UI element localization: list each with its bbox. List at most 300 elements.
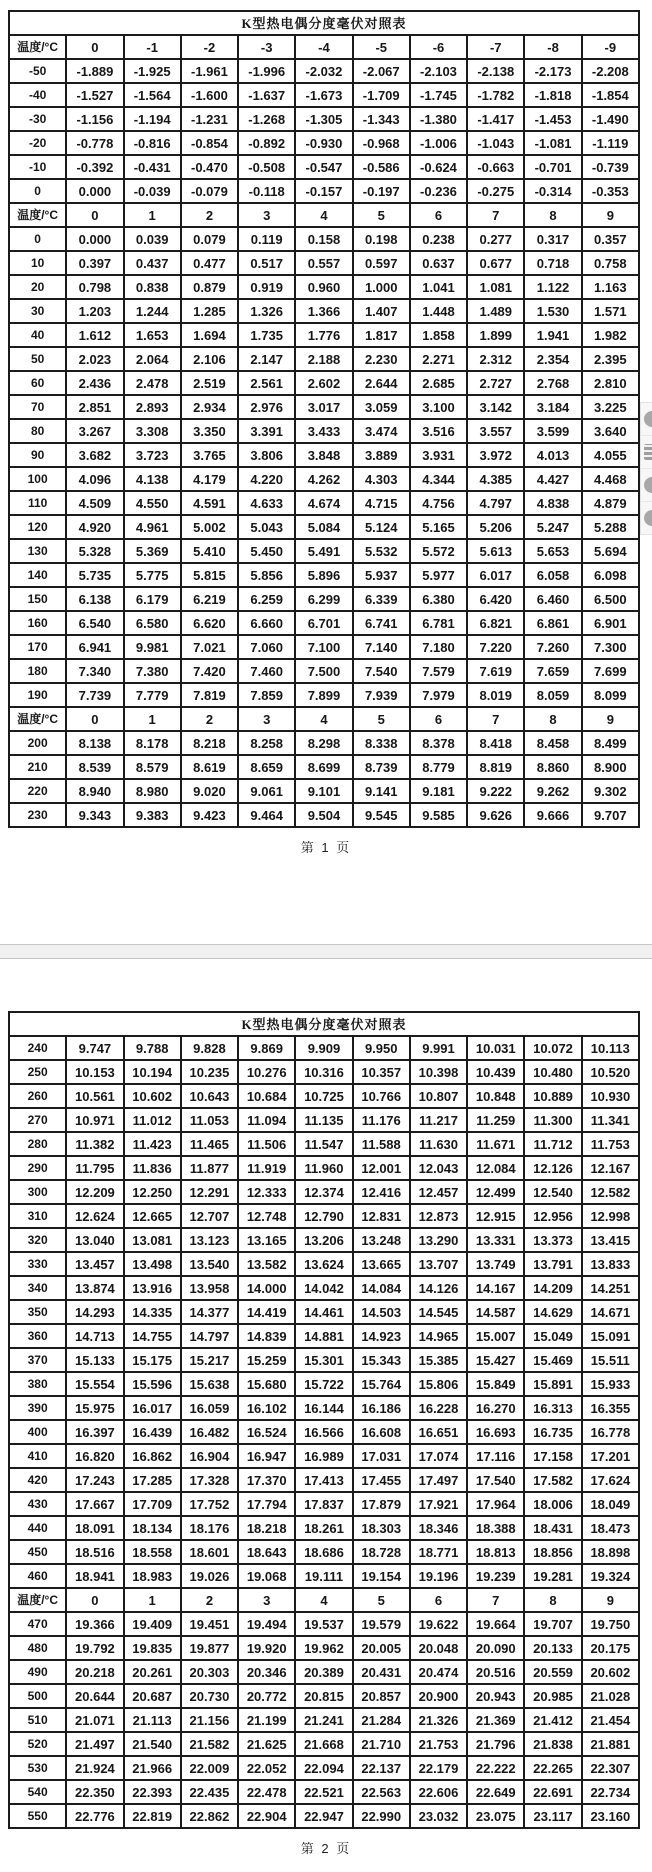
mv-cell: 8.059 — [524, 683, 581, 707]
col-header-cell: -8 — [524, 35, 581, 59]
data-row — [9, 1372, 639, 1396]
col-header-cell: 0 — [66, 707, 123, 731]
temp-cell: 40 — [9, 323, 66, 347]
mv-cell: 20.815 — [295, 1684, 352, 1708]
mv-cell: 18.176 — [181, 1516, 238, 1540]
mv-cell: 4.879 — [582, 491, 639, 515]
mv-cell: 21.284 — [353, 1708, 410, 1732]
mv-cell: 20.516 — [467, 1660, 524, 1684]
temp-cell: 0 — [9, 179, 66, 203]
header-row — [9, 1588, 639, 1612]
mv-cell: 1.941 — [524, 323, 581, 347]
mv-cell: 13.624 — [295, 1252, 352, 1276]
mv-cell: 3.225 — [582, 395, 639, 419]
share-blob-icon — [644, 510, 652, 526]
mv-cell: 6.941 — [66, 635, 123, 659]
temp-cell: 370 — [9, 1348, 66, 1372]
mv-cell: -2.208 — [582, 59, 639, 83]
mv-cell: 9.585 — [410, 803, 467, 827]
mv-cell: 22.094 — [295, 1756, 352, 1780]
mv-cell: -0.968 — [353, 131, 410, 155]
mv-cell: 8.900 — [582, 755, 639, 779]
data-row — [9, 1108, 639, 1132]
mv-cell: 6.138 — [66, 587, 123, 611]
mv-cell: 0.277 — [467, 227, 524, 251]
mv-cell: 19.281 — [524, 1564, 581, 1588]
mv-cell: 2.644 — [353, 371, 410, 395]
temp-cell: 540 — [9, 1780, 66, 1804]
mv-cell: 11.836 — [124, 1156, 181, 1180]
mv-cell: 22.563 — [353, 1780, 410, 1804]
col-header-cell: 1 — [124, 707, 181, 731]
mv-cell: 17.624 — [582, 1468, 639, 1492]
mv-cell: 19.494 — [238, 1612, 295, 1636]
mv-cell: 4.220 — [238, 467, 295, 491]
mv-cell: 17.243 — [66, 1468, 123, 1492]
mv-cell: 15.596 — [124, 1372, 181, 1396]
mv-cell: 18.346 — [410, 1516, 467, 1540]
temp-cell: -20 — [9, 131, 66, 155]
mv-cell: 2.064 — [124, 347, 181, 371]
col-header-cell: 5 — [353, 707, 410, 731]
data-row — [9, 683, 639, 707]
mv-cell: 22.521 — [295, 1780, 352, 1804]
mv-cell: 22.990 — [353, 1804, 410, 1828]
mv-cell: 5.491 — [295, 539, 352, 563]
mv-cell: 11.795 — [66, 1156, 123, 1180]
mv-cell: 6.781 — [410, 611, 467, 635]
data-row — [9, 635, 639, 659]
temp-cell: 70 — [9, 395, 66, 419]
mv-cell: 21.924 — [66, 1756, 123, 1780]
mv-cell: 12.374 — [295, 1180, 352, 1204]
mv-cell: 18.303 — [353, 1516, 410, 1540]
mv-cell: 15.764 — [353, 1372, 410, 1396]
mv-cell: 7.340 — [66, 659, 123, 683]
mv-cell: 10.031 — [467, 1036, 524, 1060]
data-row — [9, 131, 639, 155]
mv-cell: 20.090 — [467, 1636, 524, 1660]
temp-cell: 450 — [9, 1540, 66, 1564]
mv-cell: 2.768 — [524, 371, 581, 395]
mv-cell: 21.497 — [66, 1732, 123, 1756]
mv-cell: 18.771 — [410, 1540, 467, 1564]
mv-cell: 18.941 — [66, 1564, 123, 1588]
mv-cell: 1.776 — [295, 323, 352, 347]
mv-cell: 17.964 — [467, 1492, 524, 1516]
mv-cell: -0.275 — [467, 179, 524, 203]
mv-cell: 13.123 — [181, 1228, 238, 1252]
data-row — [9, 1084, 639, 1108]
mv-cell: 21.753 — [410, 1732, 467, 1756]
mv-cell: 14.084 — [353, 1276, 410, 1300]
mv-cell: 10.643 — [181, 1084, 238, 1108]
temp-cell: 260 — [9, 1084, 66, 1108]
mv-cell: 12.582 — [582, 1180, 639, 1204]
mv-cell: -1.600 — [181, 83, 238, 107]
mv-cell: -1.268 — [238, 107, 295, 131]
mv-cell: 6.058 — [524, 563, 581, 587]
col-header-cell: 0 — [66, 1588, 123, 1612]
qr-code-icon[interactable] — [641, 436, 652, 469]
data-row — [9, 1036, 639, 1060]
mv-cell: 3.142 — [467, 395, 524, 419]
mv-cell: 0.119 — [238, 227, 295, 251]
header-row — [9, 707, 639, 731]
mv-cell: 8.860 — [524, 755, 581, 779]
mv-cell: 23.075 — [467, 1804, 524, 1828]
mv-cell: 21.796 — [467, 1732, 524, 1756]
mv-cell: 21.625 — [238, 1732, 295, 1756]
mv-cell: 18.431 — [524, 1516, 581, 1540]
mv-cell: 6.861 — [524, 611, 581, 635]
mv-cell: 19.068 — [238, 1564, 295, 1588]
mv-cell: 3.516 — [410, 419, 467, 443]
col-header-cell: -4 — [295, 35, 352, 59]
mv-cell: 7.579 — [410, 659, 467, 683]
mv-cell: 1.244 — [124, 299, 181, 323]
mv-cell: 18.686 — [295, 1540, 352, 1564]
mv-cell: 12.001 — [353, 1156, 410, 1180]
mv-cell: 8.699 — [295, 755, 352, 779]
mv-cell: 1.858 — [410, 323, 467, 347]
mv-cell: -0.236 — [410, 179, 467, 203]
mv-cell: 2.023 — [66, 347, 123, 371]
data-row — [9, 275, 639, 299]
mv-cell: -0.778 — [66, 131, 123, 155]
temp-cell: 30 — [9, 299, 66, 323]
mv-cell: 0.079 — [181, 227, 238, 251]
mv-cell: 14.042 — [295, 1276, 352, 1300]
mv-cell: 13.958 — [181, 1276, 238, 1300]
mv-cell: 18.218 — [238, 1516, 295, 1540]
temp-cell: 360 — [9, 1324, 66, 1348]
mv-cell: 17.837 — [295, 1492, 352, 1516]
mv-cell: 1.448 — [410, 299, 467, 323]
mv-cell: 11.217 — [410, 1108, 467, 1132]
col-header-cell: 温度/°C — [9, 35, 66, 59]
mv-cell: -0.118 — [238, 179, 295, 203]
mv-cell: 6.500 — [582, 587, 639, 611]
mv-cell: -1.231 — [181, 107, 238, 131]
mv-cell: 15.175 — [124, 1348, 181, 1372]
mv-cell: 11.382 — [66, 1132, 123, 1156]
mv-cell: 11.176 — [353, 1108, 410, 1132]
mv-cell: 17.328 — [181, 1468, 238, 1492]
mv-cell: 15.891 — [524, 1372, 581, 1396]
mv-cell: 4.303 — [353, 467, 410, 491]
mv-cell: 13.248 — [353, 1228, 410, 1252]
mv-cell: 13.498 — [124, 1252, 181, 1276]
data-row — [9, 83, 639, 107]
data-row — [9, 179, 639, 203]
mv-cell: 16.144 — [295, 1396, 352, 1420]
mv-cell: 11.012 — [124, 1108, 181, 1132]
mv-cell: 0.238 — [410, 227, 467, 251]
mv-cell: 1.612 — [66, 323, 123, 347]
mv-cell: 15.049 — [524, 1324, 581, 1348]
mv-cell: 15.722 — [295, 1372, 352, 1396]
temp-cell: 80 — [9, 419, 66, 443]
mv-cell: 10.439 — [467, 1060, 524, 1084]
mv-cell: 9.061 — [238, 779, 295, 803]
mv-cell: 12.250 — [124, 1180, 181, 1204]
mv-cell: -1.305 — [295, 107, 352, 131]
mv-cell: 11.877 — [181, 1156, 238, 1180]
mv-cell: 15.343 — [353, 1348, 410, 1372]
mv-cell: 9.464 — [238, 803, 295, 827]
mv-cell: 4.633 — [238, 491, 295, 515]
temp-cell: 0 — [9, 227, 66, 251]
mv-cell: 16.608 — [353, 1420, 410, 1444]
mv-cell: 18.473 — [582, 1516, 639, 1540]
mv-cell: -0.816 — [124, 131, 181, 155]
mv-cell: 4.920 — [66, 515, 123, 539]
mv-cell: 4.468 — [582, 467, 639, 491]
mv-cell: 2.271 — [410, 347, 467, 371]
mv-cell: 20.218 — [66, 1660, 123, 1684]
mv-cell: 18.261 — [295, 1516, 352, 1540]
mv-cell: 0.317 — [524, 227, 581, 251]
mv-cell: 6.098 — [582, 563, 639, 587]
mv-cell: 17.201 — [582, 1444, 639, 1468]
mv-cell: 23.117 — [524, 1804, 581, 1828]
table-title: K型热电偶分度毫伏对照表 — [9, 11, 639, 35]
mv-cell: 19.664 — [467, 1612, 524, 1636]
mv-cell: 6.580 — [124, 611, 181, 635]
data-row — [9, 227, 639, 251]
col-header-cell: 3 — [238, 203, 295, 227]
mv-cell: 20.474 — [410, 1660, 467, 1684]
temp-cell: 350 — [9, 1300, 66, 1324]
mv-cell: 14.419 — [238, 1300, 295, 1324]
mv-cell: -1.637 — [238, 83, 295, 107]
mv-cell: 3.682 — [66, 443, 123, 467]
mv-cell: -2.067 — [353, 59, 410, 83]
page-number-footer: 第 2 页 — [300, 1841, 352, 1856]
col-header-cell: 7 — [467, 1588, 524, 1612]
mv-cell: 9.950 — [353, 1036, 410, 1060]
mv-cell: 14.335 — [124, 1300, 181, 1324]
mv-cell: 15.933 — [582, 1372, 639, 1396]
mv-cell: 10.153 — [66, 1060, 123, 1084]
data-row — [9, 539, 639, 563]
temp-cell: 510 — [9, 1708, 66, 1732]
data-row — [9, 491, 639, 515]
circle-share-icon[interactable] — [641, 403, 652, 436]
mv-cell: 4.838 — [524, 491, 581, 515]
mv-cell: 1.735 — [238, 323, 295, 347]
temp-cell: 390 — [9, 1396, 66, 1420]
col-header-cell: 1 — [124, 203, 181, 227]
mv-cell: 2.602 — [295, 371, 352, 395]
mv-cell: 4.715 — [353, 491, 410, 515]
mv-cell: 16.270 — [467, 1396, 524, 1420]
mv-cell: 19.750 — [582, 1612, 639, 1636]
mv-cell: -0.624 — [410, 155, 467, 179]
mv-cell: 1.489 — [467, 299, 524, 323]
mv-cell: 13.206 — [295, 1228, 352, 1252]
mv-cell: 5.043 — [238, 515, 295, 539]
share-blob-icon[interactable] — [641, 502, 652, 534]
mv-cell: 5.977 — [410, 563, 467, 587]
mv-cell: 6.299 — [295, 587, 352, 611]
mv-cell: 3.308 — [124, 419, 181, 443]
mv-cell: 21.710 — [353, 1732, 410, 1756]
mv-cell: 0.000 — [66, 179, 123, 203]
mv-cell: -0.586 — [353, 155, 410, 179]
mv-cell: -1.818 — [524, 83, 581, 107]
mv-cell: -1.889 — [66, 59, 123, 83]
mv-cell: 1.653 — [124, 323, 181, 347]
mv-cell: 10.725 — [295, 1084, 352, 1108]
col-header-cell: 7 — [467, 707, 524, 731]
mv-cell: 13.290 — [410, 1228, 467, 1252]
mv-cell: 9.141 — [353, 779, 410, 803]
temp-cell: 440 — [9, 1516, 66, 1540]
data-row — [9, 251, 639, 275]
mv-cell: 0.960 — [295, 275, 352, 299]
mv-cell: 15.301 — [295, 1348, 352, 1372]
mv-cell: 22.350 — [66, 1780, 123, 1804]
mv-cell: 11.053 — [181, 1108, 238, 1132]
mv-cell: 12.540 — [524, 1180, 581, 1204]
mv-cell: 20.303 — [181, 1660, 238, 1684]
mv-cell: 3.350 — [181, 419, 238, 443]
mv-cell: 14.587 — [467, 1300, 524, 1324]
mv-cell: 13.707 — [410, 1252, 467, 1276]
mv-cell: 20.133 — [524, 1636, 581, 1660]
mv-cell: 0.397 — [66, 251, 123, 275]
mv-cell: 8.178 — [124, 731, 181, 755]
mv-cell: 19.792 — [66, 1636, 123, 1660]
mv-cell: 20.559 — [524, 1660, 581, 1684]
mv-cell: 21.668 — [295, 1732, 352, 1756]
mv-cell: 0.919 — [238, 275, 295, 299]
mv-cell: 18.983 — [124, 1564, 181, 1588]
temp-cell: 240 — [9, 1036, 66, 1060]
mv-cell: 5.856 — [238, 563, 295, 587]
mv-cell: 3.972 — [467, 443, 524, 467]
mv-cell: 14.713 — [66, 1324, 123, 1348]
mv-cell: 9.222 — [467, 779, 524, 803]
mv-cell: 1.203 — [66, 299, 123, 323]
mv-cell: -0.079 — [181, 179, 238, 203]
mv-cell: 8.378 — [410, 731, 467, 755]
mv-cell: 17.455 — [353, 1468, 410, 1492]
col-header-cell: 2 — [181, 203, 238, 227]
mv-cell: 15.849 — [467, 1372, 524, 1396]
mv-cell: 20.730 — [181, 1684, 238, 1708]
mv-cell: 22.649 — [467, 1780, 524, 1804]
mv-cell: 5.410 — [181, 539, 238, 563]
mv-cell: 2.395 — [582, 347, 639, 371]
mv-cell: 7.220 — [467, 635, 524, 659]
mv-cell: 20.431 — [353, 1660, 410, 1684]
data-row — [9, 371, 639, 395]
temp-cell: 380 — [9, 1372, 66, 1396]
mv-cell: 13.749 — [467, 1252, 524, 1276]
mv-cell: 0.798 — [66, 275, 123, 299]
mv-cell: 22.904 — [238, 1804, 295, 1828]
mv-cell: 11.960 — [295, 1156, 352, 1180]
table-title-row — [9, 11, 639, 35]
mv-cell: 4.055 — [582, 443, 639, 467]
floating-share-toolbar — [640, 402, 652, 535]
mv-cell: 18.134 — [124, 1516, 181, 1540]
mv-cell: 7.420 — [181, 659, 238, 683]
mv-cell: 9.423 — [181, 803, 238, 827]
mv-cell: 9.707 — [582, 803, 639, 827]
mv-cell: 19.451 — [181, 1612, 238, 1636]
mv-cell: 8.418 — [467, 731, 524, 755]
mv-cell: 5.206 — [467, 515, 524, 539]
mv-cell: -0.392 — [66, 155, 123, 179]
mv-cell: 8.819 — [467, 755, 524, 779]
mv-cell: 4.427 — [524, 467, 581, 491]
mv-cell: 12.499 — [467, 1180, 524, 1204]
mv-cell: -0.431 — [124, 155, 181, 179]
mv-cell: -1.854 — [582, 83, 639, 107]
header-row — [9, 203, 639, 227]
col-header-cell: 5 — [353, 203, 410, 227]
temp-cell: 210 — [9, 755, 66, 779]
data-row — [9, 1780, 639, 1804]
data-row — [9, 1300, 639, 1324]
mv-cell: 15.133 — [66, 1348, 123, 1372]
mv-cell: 18.558 — [124, 1540, 181, 1564]
mv-cell: 12.998 — [582, 1204, 639, 1228]
temp-cell: 280 — [9, 1132, 66, 1156]
mv-cell: 10.848 — [467, 1084, 524, 1108]
mv-cell: 21.412 — [524, 1708, 581, 1732]
mv-cell: 15.975 — [66, 1396, 123, 1420]
mv-cell: 15.680 — [238, 1372, 295, 1396]
mv-cell: 9.101 — [295, 779, 352, 803]
mv-cell: -0.470 — [181, 155, 238, 179]
mv-cell: 8.619 — [181, 755, 238, 779]
mv-cell: 21.156 — [181, 1708, 238, 1732]
mv-cell: 7.619 — [467, 659, 524, 683]
mv-cell: 12.084 — [467, 1156, 524, 1180]
mv-cell: 17.752 — [181, 1492, 238, 1516]
mv-cell: 16.228 — [410, 1396, 467, 1420]
mv-cell: 12.043 — [410, 1156, 467, 1180]
temp-cell: 20 — [9, 275, 66, 299]
mv-cell: 23.160 — [582, 1804, 639, 1828]
mv-cell: 7.779 — [124, 683, 181, 707]
mv-cell: 3.100 — [410, 395, 467, 419]
chat-bubble-icon[interactable] — [641, 469, 652, 502]
mv-cell: 13.540 — [181, 1252, 238, 1276]
mv-cell: -1.527 — [66, 83, 123, 107]
mv-cell: 3.640 — [582, 419, 639, 443]
thermocouple-table-page-1 — [8, 10, 640, 828]
mv-cell: 12.167 — [582, 1156, 639, 1180]
mv-cell: 2.893 — [124, 395, 181, 419]
mv-cell: 6.620 — [181, 611, 238, 635]
mv-cell: 7.939 — [353, 683, 410, 707]
mv-cell: 15.217 — [181, 1348, 238, 1372]
mv-cell: 19.154 — [353, 1564, 410, 1588]
mv-cell: 6.179 — [124, 587, 181, 611]
mv-cell: 14.839 — [238, 1324, 295, 1348]
mv-cell: 8.138 — [66, 731, 123, 755]
data-row — [9, 1420, 639, 1444]
col-header-cell: 9 — [582, 1588, 639, 1612]
mv-cell: -1.417 — [467, 107, 524, 131]
mv-cell: 5.328 — [66, 539, 123, 563]
